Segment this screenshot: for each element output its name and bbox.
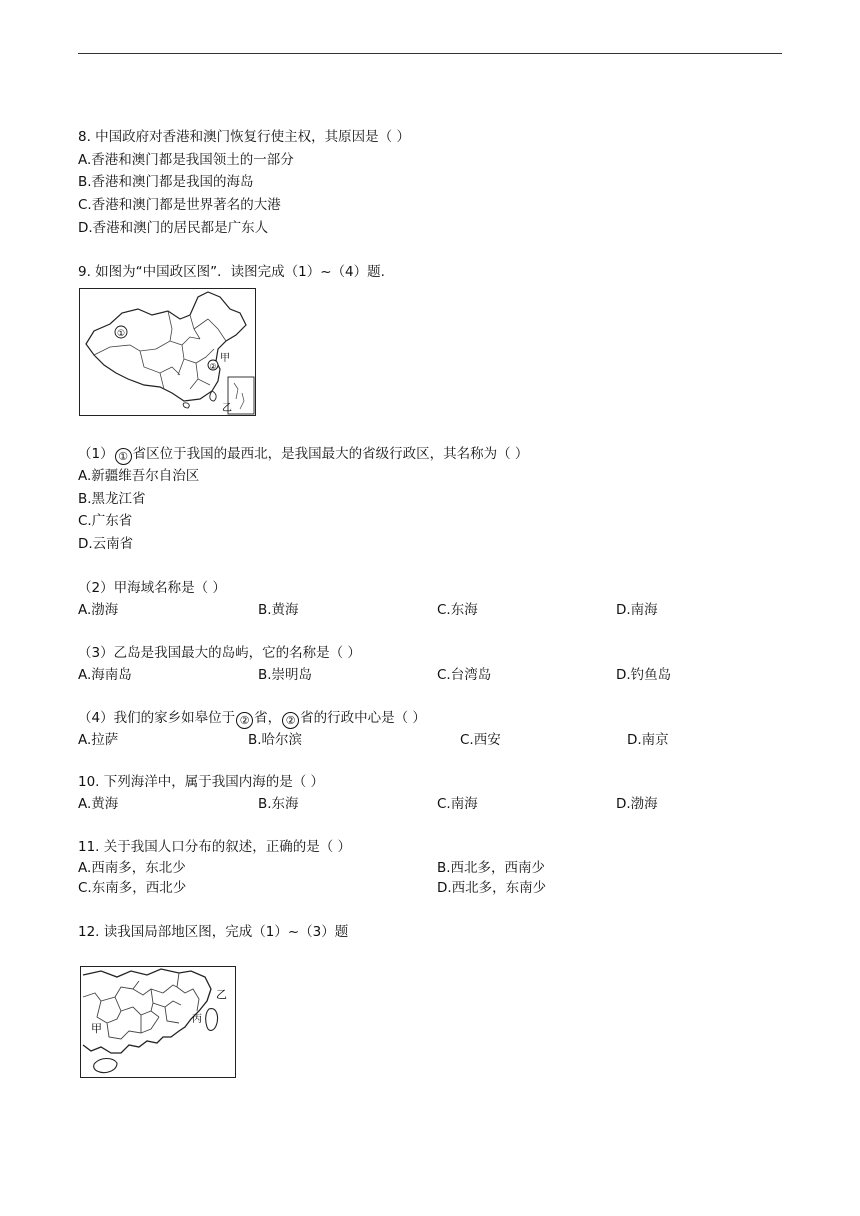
map12-label-bing: 丙 [192,1014,202,1025]
q10-stem: 10. 下列海洋中，属于我国内海的是（ ） [78,774,325,790]
q8-option-b[interactable]: B.香港和澳门都是我国的海岛 [78,174,254,190]
q11-option-d[interactable]: D.西北多，东南少 [437,880,547,896]
regional-map [80,966,236,1078]
q9-sub4-rest: 省的行政中心是（ ） [300,710,426,726]
q9-sub4-stem [78,709,426,729]
q10-option-b[interactable]: B.东海 [258,796,299,812]
q9-sub1-option-b[interactable]: B.黑龙江省 [78,491,146,507]
q9-sub1-stem [78,445,528,465]
q11-option-b[interactable]: B.西北多，西南少 [437,860,546,876]
q9-sub1-circle: ① [115,448,132,465]
q9-sub4-circle1: ② [236,712,253,729]
map9-label-region2: ② [209,362,217,371]
q12-stem: 12. 读我国局部地区图，完成（1）~（3）题 [78,924,349,940]
map12-label-jia: 甲 [91,1022,102,1035]
q9-sub2-option-b[interactable]: B.黄海 [258,602,299,618]
china-map-drawing [80,289,255,415]
header-rule [78,53,782,54]
q9-sub2-option-c[interactable]: C.东海 [437,602,478,618]
q9-sub1-rest: 省区位于我国的最西北，是我国最大的省级行政区，其名称为（ ） [132,446,529,462]
q9-sub4-circle2: ② [282,712,299,729]
q9-sub4-option-b[interactable]: B.哈尔滨 [248,732,303,748]
q9-sub2-option-a[interactable]: A.渤海 [78,602,119,618]
q9-sub3-option-d[interactable]: D.钓鱼岛 [616,667,672,683]
q8-option-c[interactable]: C.香港和澳门都是世界著名的大港 [78,197,281,213]
q11-option-c[interactable]: C.东南多，西北少 [78,880,187,896]
q11-stem: 11. 关于我国人口分布的叙述，正确的是（ ） [78,839,352,855]
q8-option-a[interactable]: A.香港和澳门都是我国领土的一部分 [78,152,294,168]
map9-label-jia: 甲 [220,353,230,364]
regional-map-drawing [81,967,235,1077]
q9-sub1-option-c[interactable]: C.广东省 [78,513,133,529]
q9-sub1-option-d[interactable]: D.云南省 [78,536,134,552]
q9-sub4-option-c[interactable]: C.西安 [460,732,501,748]
q9-sub3-stem: （3）乙岛是我国最大的岛屿，它的名称是（ ） [78,645,361,661]
q11-option-a[interactable]: A.西南多，东北少 [78,860,186,876]
q9-stem: 9. 如图为“中国政区图”．读图完成（1）~（4）题. [78,264,385,280]
q9-sub4-option-a[interactable]: A.拉萨 [78,732,119,748]
q9-sub1-prefix: （1） [78,446,114,462]
q10-option-d[interactable]: D.渤海 [616,796,658,812]
china-political-map [79,288,256,416]
q10-option-c[interactable]: C.南海 [437,796,478,812]
map12-label-yi: 乙 [216,988,227,1001]
map9-label-region1: ① [116,329,126,339]
q9-sub3-option-b[interactable]: B.崇明岛 [258,667,313,683]
q9-sub4-option-d[interactable]: D.南京 [627,732,669,748]
q9-sub2-stem: （2）甲海域名称是（ ） [78,580,226,596]
q9-sub1-option-a[interactable]: A.新疆维吾尔自治区 [78,468,200,484]
q9-sub4-mid: 省， [254,710,282,726]
q8-stem: 8. 中国政府对香港和澳门恢复行使主权，其原因是（ ） [78,129,410,145]
q9-sub4-prefix: （4）我们的家乡如皋位于 [78,710,236,726]
q8-option-d[interactable]: D.香港和澳门的居民都是广东人 [78,220,269,236]
map9-label-yi: 乙 [222,403,232,414]
q9-sub2-option-d[interactable]: D.南海 [616,602,658,618]
q10-option-a[interactable]: A.黄海 [78,796,119,812]
q9-sub3-option-c[interactable]: C.台湾岛 [437,667,492,683]
q9-sub3-option-a[interactable]: A.海南岛 [78,667,132,683]
